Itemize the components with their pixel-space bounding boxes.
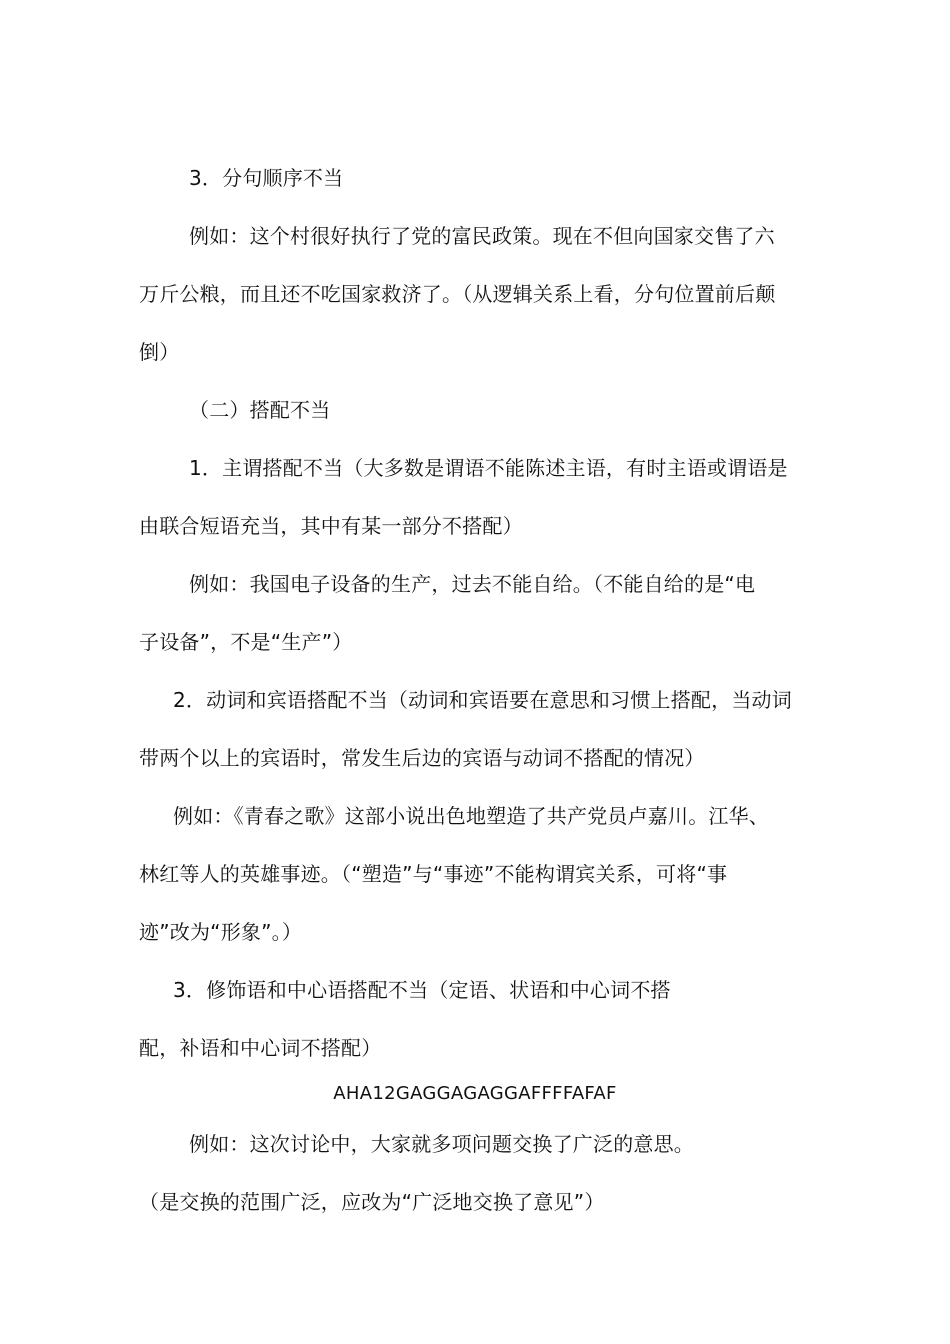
heading-verb-object: 2．动词和宾语搭配不当（动词和宾语要在意思和习惯上搭配，当动词 xyxy=(173,688,792,712)
paragraph-line: 配，补语和中心词不搭配） xyxy=(139,1036,382,1060)
paragraph-line: 由联合短语充当，其中有某一部分不搭配） xyxy=(139,514,523,538)
heading-order-error: 3．分句顺序不当 xyxy=(189,166,344,190)
paragraph-line: 例如：我国电子设备的生产，过去不能自给。（不能自给的是“电 xyxy=(189,572,756,596)
paragraph-line: 例如：这个村很好执行了党的富民政策。现在不但向国家交售了六 xyxy=(189,224,775,248)
heading-subject-predicate: 1．主谓搭配不当（大多数是谓语不能陈述主语，有时主语或谓语是 xyxy=(189,456,788,480)
paragraph-line: 迹”改为“形象”。） xyxy=(139,920,303,944)
paragraph-line: （是交换的范围广泛，应改为“广泛地交换了意见”） xyxy=(139,1190,605,1214)
paragraph-line: 例如：这次讨论中，大家就多项问题交换了广泛的意思。 xyxy=(189,1132,694,1156)
watermark-code: AHA12GAGGAGAGGAFFFFAFAF xyxy=(333,1083,617,1104)
paragraph-line: 倒） xyxy=(139,340,180,364)
paragraph-line: 例如：《青春之歌》这部小说出色地塑造了共产党员卢嘉川。江华、 xyxy=(173,804,769,828)
heading-modifier-head: 3．修饰语和中心语搭配不当（定语、状语和中心词不搭 xyxy=(173,978,671,1002)
paragraph-line: 林红等人的英雄事迹。（“塑造”与“事迹”不能构谓宾关系，可将“事 xyxy=(139,862,728,886)
paragraph-line: 万斤公粮，而且还不吃国家救济了。（从逻辑关系上看，分句位置前后颠 xyxy=(139,282,776,306)
paragraph-line: 子设备”，不是“生产”） xyxy=(139,630,353,654)
paragraph-line: 带两个以上的宾语时，常发生后边的宾语与动词不搭配的情况） xyxy=(139,746,705,770)
section-heading-collocation: （二）搭配不当 xyxy=(189,398,331,422)
